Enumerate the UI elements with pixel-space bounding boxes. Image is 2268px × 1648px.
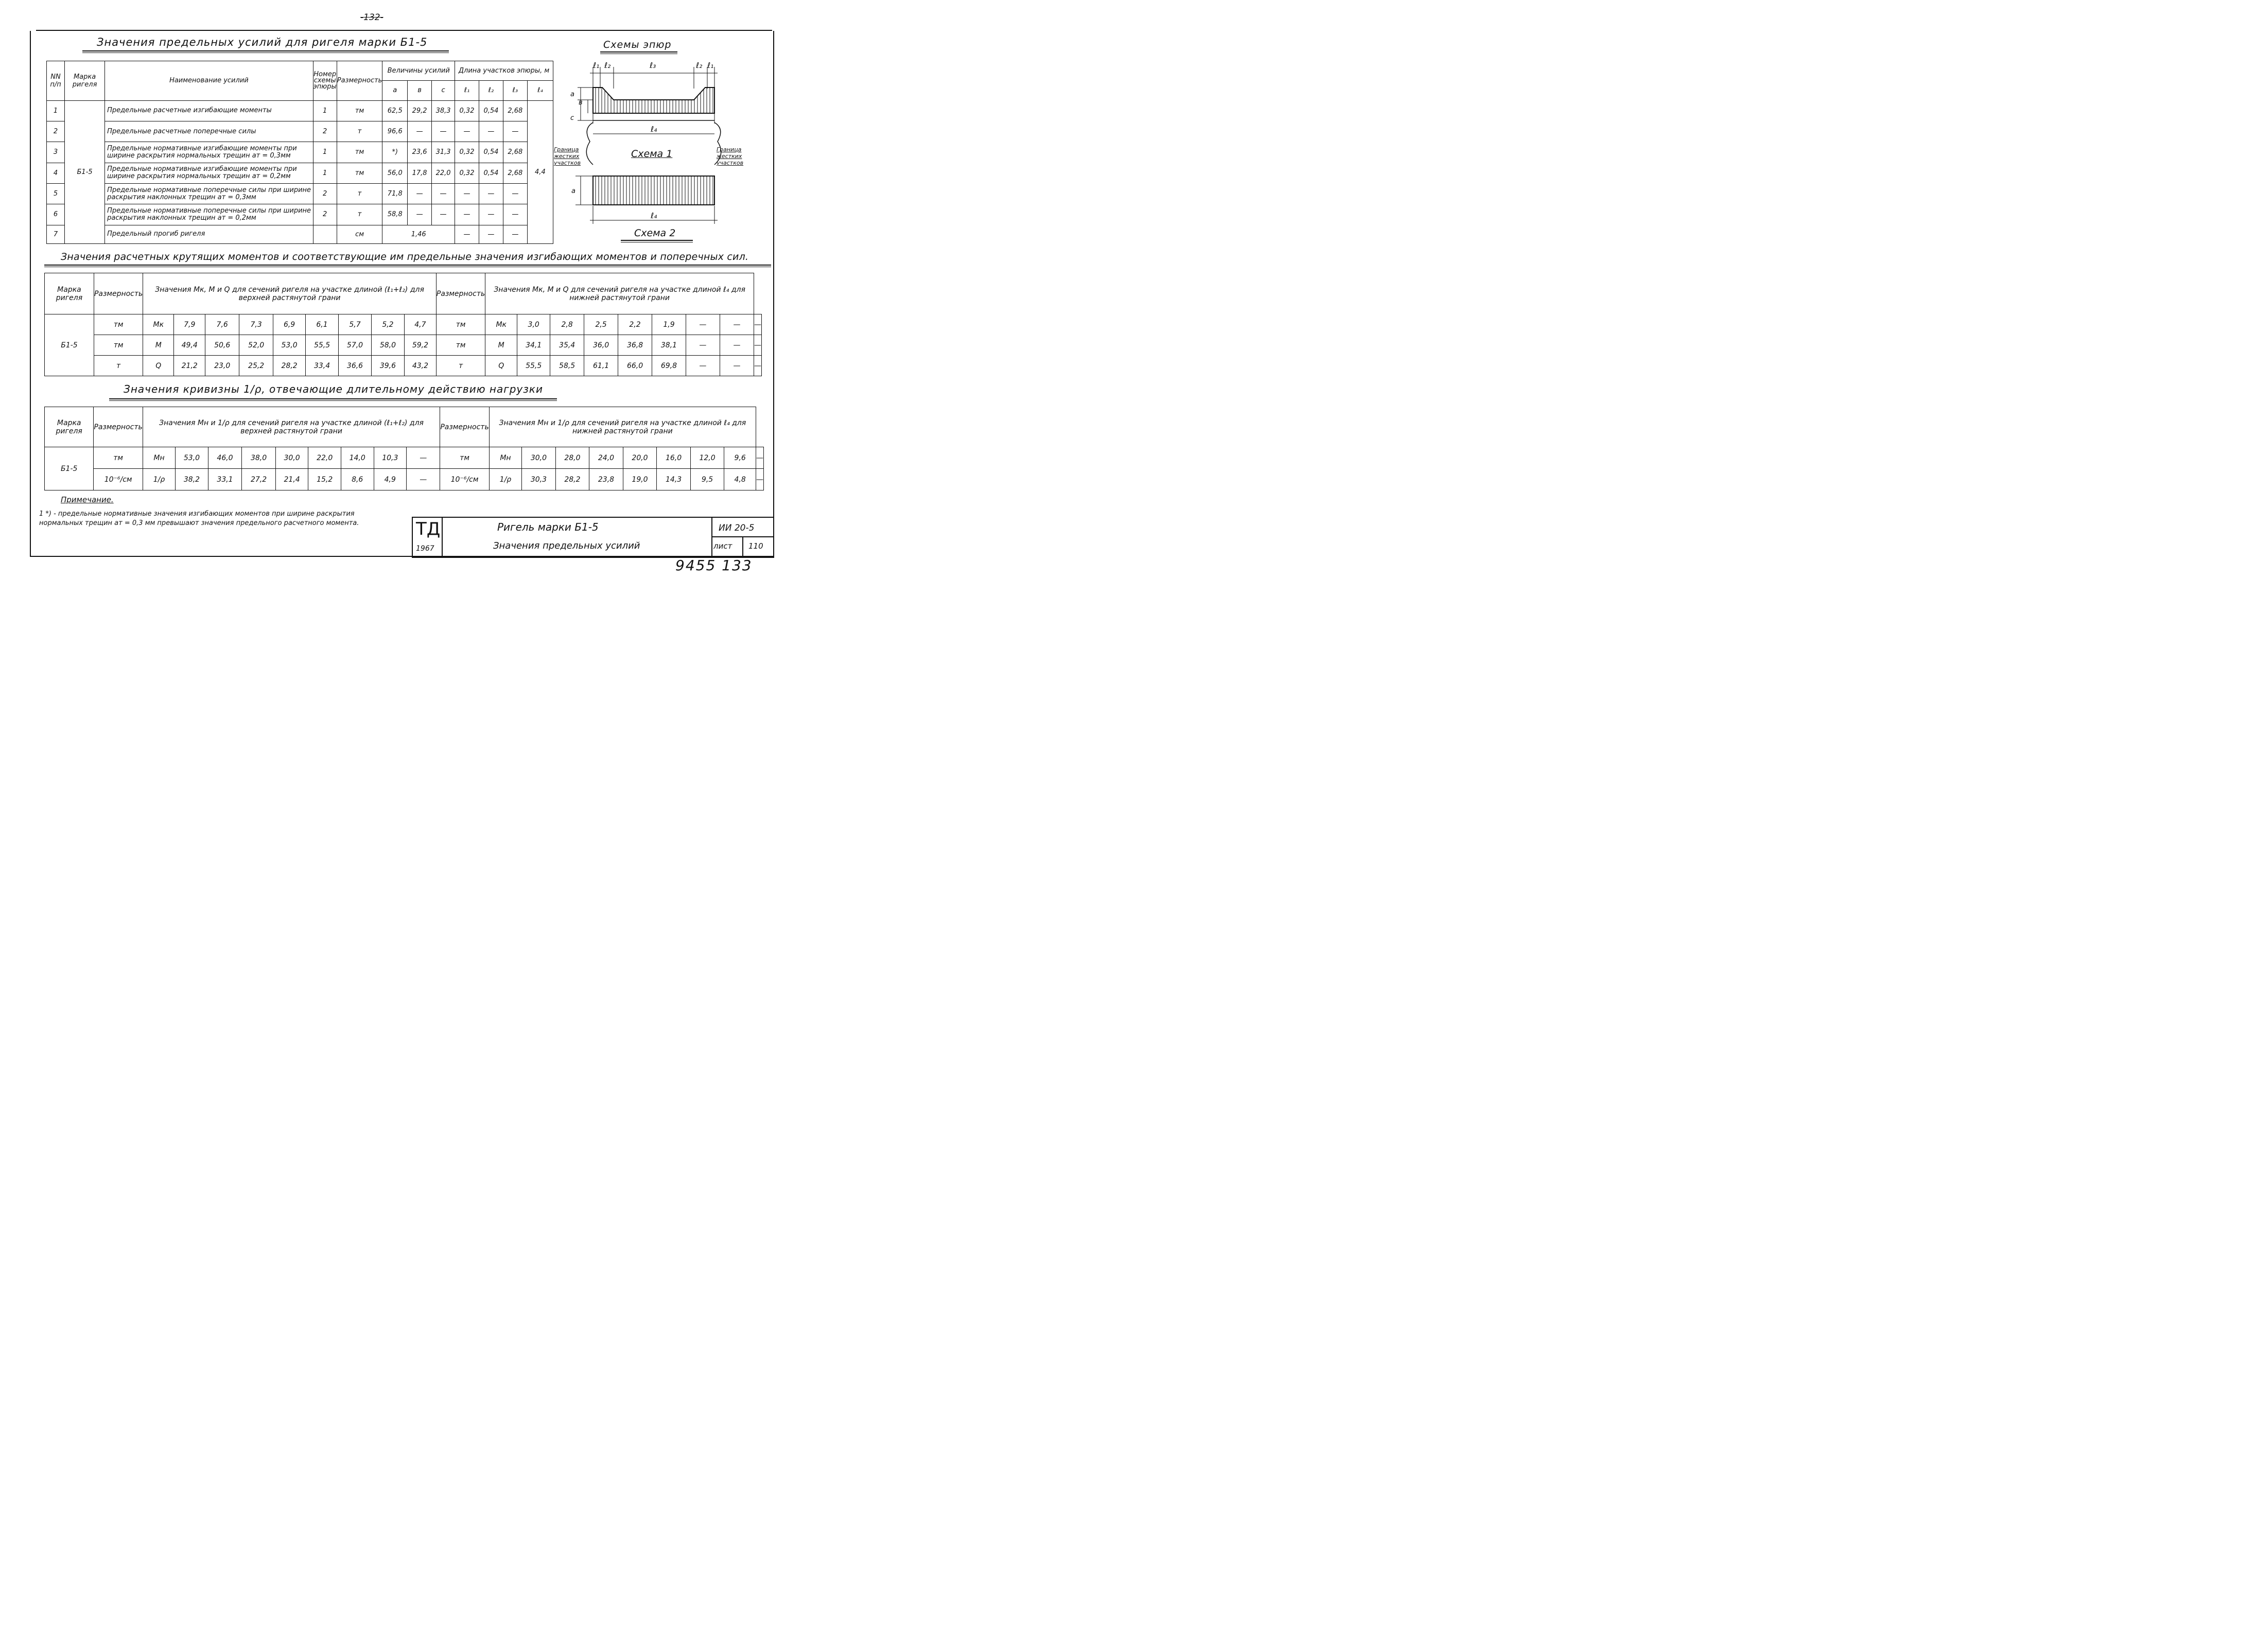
force-name: Предельные нормативные поперечные силы при ширине раскрытия наклонных трещин aт = 0,2мм	[105, 204, 313, 225]
diagram-l1-label: ℓ₁	[593, 61, 600, 70]
value: 2,2	[618, 314, 652, 335]
value-l2: 0,54	[479, 100, 503, 121]
dimension: тм	[436, 314, 485, 335]
dimension: см	[337, 225, 382, 243]
mark-value: Б1-5	[65, 100, 105, 243]
scheme2-underline	[621, 240, 693, 242]
value: 33,4	[306, 356, 339, 376]
dimension: тм	[337, 163, 382, 183]
value: —	[720, 356, 754, 376]
diagram-l4-label: ℓ₄	[651, 125, 657, 134]
dimension: т	[94, 356, 143, 376]
header-right-dim: Размерность	[436, 273, 485, 314]
header-lower-face: Значения Mн и 1/ρ для сечений ригеля на участке длиной ℓ₄ для нижней растянутой грани	[489, 407, 756, 447]
boundary-left-label: Граница жестких участков	[554, 146, 581, 166]
scheme-number: 1	[313, 142, 337, 163]
diagram-a-label: a	[570, 91, 574, 98]
header-lengths: Длина участков эпюры, м	[455, 61, 553, 81]
value: —	[754, 356, 762, 376]
value: 28,0	[555, 447, 589, 469]
value: 19,0	[623, 469, 657, 490]
value-l1: 0,32	[455, 163, 479, 183]
value: 25,2	[239, 356, 273, 376]
value-c: 31,3	[432, 142, 455, 163]
dimension: т	[337, 204, 382, 225]
scheme-number: 1	[313, 100, 337, 121]
mark-value: Б1-5	[45, 447, 94, 490]
value-a: 58,8	[382, 204, 408, 225]
value: 53,0	[273, 335, 306, 356]
value-b: 29,2	[408, 100, 432, 121]
force-name: Предельный прогиб ригеля	[105, 225, 313, 243]
value: 33,1	[208, 469, 242, 490]
value: 15,2	[308, 469, 341, 490]
header-right-dim: Размерность	[440, 407, 489, 447]
value-deflection: 1,46	[382, 225, 455, 243]
value: 5,2	[371, 314, 404, 335]
force-name: Предельные расчетные изгибающие моменты	[105, 100, 313, 121]
dimension: т	[337, 121, 382, 142]
symbol: M	[143, 335, 174, 356]
header-upper-face: Значения Mн и 1/ρ для сечений ригеля на участке длиной (ℓ₁+ℓ₂) для верхней растянутой грани	[143, 407, 440, 447]
value: 53,0	[176, 447, 208, 469]
value-b: 17,8	[408, 163, 432, 183]
value: —	[756, 469, 764, 490]
value: 7,3	[239, 314, 273, 335]
value: 36,0	[584, 335, 618, 356]
value: 38,1	[652, 335, 686, 356]
symbol: Mк	[143, 314, 174, 335]
title-curvature: Значения кривизны 1/ρ, отвечающие длительному действию нагрузки	[124, 383, 543, 395]
value: 38,2	[176, 469, 208, 490]
value: 38,0	[242, 447, 276, 469]
value-l2: 0,54	[479, 142, 503, 163]
value: 10,3	[374, 447, 407, 469]
value-a: 62,5	[382, 100, 408, 121]
value: 14,0	[341, 447, 374, 469]
value-c: —	[432, 183, 455, 204]
value-l1: 0,32	[455, 100, 479, 121]
value: 34,1	[517, 335, 550, 356]
symbol: 1/ρ	[489, 469, 521, 490]
symbol: 1/ρ	[143, 469, 175, 490]
title2-underline	[44, 265, 771, 267]
value: —	[686, 314, 720, 335]
row-number: 7	[47, 225, 65, 243]
value: 27,2	[242, 469, 276, 490]
scheme-number: 1	[313, 163, 337, 183]
value: 20,0	[623, 447, 657, 469]
value-l1: —	[455, 204, 479, 225]
value: 8,6	[341, 469, 374, 490]
header-dim: Размерность	[94, 407, 143, 447]
value-l3: 2,68	[503, 142, 527, 163]
value: 23,8	[589, 469, 623, 490]
value-l1: 0,32	[455, 142, 479, 163]
value: 6,1	[306, 314, 339, 335]
value: 36,6	[339, 356, 372, 376]
value-l3: 2,68	[503, 100, 527, 121]
footer-number: 9455 133	[675, 557, 753, 574]
dimension: тм	[436, 335, 485, 356]
value: 30,0	[275, 447, 308, 469]
symbol: M	[485, 335, 517, 356]
value-b: 23,6	[408, 142, 432, 163]
diagram-a2-label: a	[571, 187, 575, 195]
force-name: Предельные расчетные поперечные силы	[105, 121, 313, 142]
force-name: Предельные нормативные изгибающие моменты при ширине раскрытия нормальных трещин aт = 0,3мм	[105, 142, 313, 163]
scheme2-diagram	[575, 176, 718, 224]
value-l1: —	[455, 225, 479, 243]
row-number: 4	[47, 163, 65, 183]
stamp-line1: Ригель марки Б1-5	[497, 521, 599, 533]
value: 2,8	[550, 314, 584, 335]
value-l2: —	[479, 225, 503, 243]
title-torque-moments: Значения расчетных крутящих моментов и соответствующие им предельные значения изгибающих моментов и поперечных сил.	[61, 251, 749, 262]
value: 23,0	[205, 356, 239, 376]
scheme-number: 2	[313, 121, 337, 142]
stamp-divider	[711, 518, 712, 557]
diagram-l4-bottom-label: ℓ₄	[651, 211, 657, 220]
value: 7,9	[174, 314, 205, 335]
value: 57,0	[339, 335, 372, 356]
value-l4: 4,4	[527, 100, 553, 243]
value: —	[720, 335, 754, 356]
value: 59,2	[404, 335, 436, 356]
value-l3: —	[503, 121, 527, 142]
value: —	[407, 469, 440, 490]
symbol: Q	[485, 356, 517, 376]
value: 36,8	[618, 335, 652, 356]
value: 43,2	[404, 356, 436, 376]
value: 6,9	[273, 314, 306, 335]
value: —	[407, 447, 440, 469]
value: 14,3	[657, 469, 691, 490]
header-mark: Марка ригеля	[45, 273, 94, 314]
value-l3: —	[503, 225, 527, 243]
value-l2: —	[479, 121, 503, 142]
scheme-number: 2	[313, 183, 337, 204]
stamp-divider	[442, 518, 443, 557]
note-text: 1 *) - предельные нормативные значения изгибающих моментов при ширине раскрытия нормальных трещин aт = 0,3 мм превышают значения предельного расчетного момента.	[39, 510, 359, 527]
stamp-sheet-label: лист	[713, 541, 732, 551]
stamp-divider	[742, 536, 743, 557]
scheme1-label: Схема 1	[631, 148, 673, 160]
value-l1: —	[455, 121, 479, 142]
value: 46,0	[208, 447, 242, 469]
header-l1: ℓ₁	[455, 81, 479, 100]
header-l2: ℓ₂	[479, 81, 503, 100]
mark-value: Б1-5	[45, 314, 94, 376]
value: —	[754, 335, 762, 356]
dimension: тм	[440, 447, 489, 469]
header-values: Величины усилий	[382, 61, 455, 81]
value-b: —	[408, 121, 432, 142]
header-nn: NN п/п	[47, 61, 65, 101]
symbol: Mн	[143, 447, 175, 469]
title-block	[412, 517, 774, 558]
header-b: в	[408, 81, 432, 100]
boundary-right-label: Граница жестких участков	[717, 146, 744, 166]
row-number: 2	[47, 121, 65, 142]
header-mark: Марка ригеля	[65, 61, 105, 101]
diagram-l2-label: ℓ₂	[604, 61, 611, 70]
dimension: тм	[94, 314, 143, 335]
title1-underline	[82, 50, 449, 53]
value: 12,0	[690, 447, 724, 469]
diagram-title: Схемы эпюр	[603, 39, 672, 50]
header-upper-face: Значения Mк, M и Q для сечений ригеля на участке длиной (ℓ₁+ℓ₂) для верхней растянутой грани	[143, 273, 437, 314]
header-dim: Размерность	[94, 273, 143, 314]
value: 3,0	[517, 314, 550, 335]
value-l2: —	[479, 183, 503, 204]
row-number: 6	[47, 204, 65, 225]
value: 30,0	[522, 447, 556, 469]
value: 61,1	[584, 356, 618, 376]
value: 52,0	[239, 335, 273, 356]
value-l1: —	[455, 183, 479, 204]
value-c: —	[432, 121, 455, 142]
value-l3: 2,68	[503, 163, 527, 183]
value: —	[686, 356, 720, 376]
note-heading: Примечание.	[61, 495, 114, 504]
value-a: 96,6	[382, 121, 408, 142]
diagram-l2-right-label: ℓ₂	[696, 61, 703, 70]
value: —	[686, 335, 720, 356]
scheme-number: 2	[313, 204, 337, 225]
value: 1,9	[652, 314, 686, 335]
value: 49,4	[174, 335, 205, 356]
row-number: 1	[47, 100, 65, 121]
value: 2,5	[584, 314, 618, 335]
value: 66,0	[618, 356, 652, 376]
header-scheme: Номер схемы эпюры	[313, 61, 337, 101]
value: 16,0	[657, 447, 691, 469]
row-number: 5	[47, 183, 65, 204]
value-b: —	[408, 183, 432, 204]
header-l3: ℓ₃	[503, 81, 527, 100]
dimension: тм	[337, 100, 382, 121]
stamp-year: 1967	[416, 545, 434, 553]
value: 9,5	[690, 469, 724, 490]
value: 4,9	[374, 469, 407, 490]
value: 50,6	[205, 335, 239, 356]
header-mark: Марка ригеля	[45, 407, 94, 447]
value: 21,2	[174, 356, 205, 376]
value-a: 56,0	[382, 163, 408, 183]
dimension: тм	[337, 142, 382, 163]
title3-underline	[109, 398, 557, 401]
value-a: *)	[382, 142, 408, 163]
symbol: Mк	[485, 314, 517, 335]
value: 4,7	[404, 314, 436, 335]
dimension: т	[337, 183, 382, 204]
value: 69,8	[652, 356, 686, 376]
row-number: 3	[47, 142, 65, 163]
symbol: Mн	[489, 447, 521, 469]
header-name: Наименование усилий	[105, 61, 313, 101]
header-l4: ℓ₄	[527, 81, 553, 100]
stamp-code: ИИ 20-5	[719, 523, 755, 533]
value: 35,4	[550, 335, 584, 356]
value-l3: —	[503, 183, 527, 204]
diagram-title-underline	[600, 51, 677, 54]
force-name: Предельные нормативные изгибающие моменты при ширине раскрытия нормальных трещин aт = 0,2мм	[105, 163, 313, 183]
value: 28,2	[555, 469, 589, 490]
value: 21,4	[275, 469, 308, 490]
value-l2: 0,54	[479, 163, 503, 183]
limit-forces-table	[46, 61, 553, 244]
value: 24,0	[589, 447, 623, 469]
diagram-c-label: c	[570, 114, 574, 122]
scheme2-label: Схема 2	[634, 227, 676, 239]
dimension: тм	[94, 447, 143, 469]
value-c: —	[432, 204, 455, 225]
curvature-table	[44, 407, 764, 490]
dimension: 10⁻⁶/см	[440, 469, 489, 490]
scheme-number	[313, 225, 337, 243]
header-a: a	[382, 81, 408, 100]
value: 39,6	[371, 356, 404, 376]
dimension: т	[436, 356, 485, 376]
symbol: Q	[143, 356, 174, 376]
value-l2: —	[479, 204, 503, 225]
value: 4,8	[724, 469, 756, 490]
value: 30,3	[522, 469, 556, 490]
value: 55,5	[306, 335, 339, 356]
diagram-l1-right-label: ℓ₁	[707, 61, 714, 70]
value: 58,5	[550, 356, 584, 376]
value-a: 71,8	[382, 183, 408, 204]
torque-table	[44, 273, 762, 376]
value: —	[756, 447, 764, 469]
value: 58,0	[371, 335, 404, 356]
title-limit-forces: Значения предельных усилий для ригеля марки Б1-5	[97, 36, 428, 48]
value: 55,5	[517, 356, 550, 376]
header-dim: Размерность	[337, 61, 382, 101]
value: 9,6	[724, 447, 756, 469]
value: —	[754, 314, 762, 335]
force-name: Предельные нормативные поперечные силы при ширине раскрытия наклонных трещин aт = 0,3мм	[105, 183, 313, 204]
value: 22,0	[308, 447, 341, 469]
value-l3: —	[503, 204, 527, 225]
value-b: —	[408, 204, 432, 225]
stamp-sheet-number: 110	[748, 541, 763, 551]
diagram-b-label: в	[579, 99, 583, 107]
stamp-line2: Значения предельных усилий	[493, 540, 640, 551]
value: 7,6	[205, 314, 239, 335]
dimension: тм	[94, 335, 143, 356]
value: 28,2	[273, 356, 306, 376]
value-c: 38,3	[432, 100, 455, 121]
header-c: c	[432, 81, 455, 100]
stamp-logo: ТД	[416, 519, 441, 539]
value: 5,7	[339, 314, 372, 335]
value: —	[720, 314, 754, 335]
diagram-l3-label: ℓ₃	[650, 61, 656, 70]
page-number: -132-	[360, 12, 383, 23]
value-c: 22,0	[432, 163, 455, 183]
header-lower-face: Значения Mк, M и Q для сечений ригеля на участке длиной ℓ₄ для нижней растянутой грани	[485, 273, 754, 314]
dimension: 10⁻⁶/см	[94, 469, 143, 490]
